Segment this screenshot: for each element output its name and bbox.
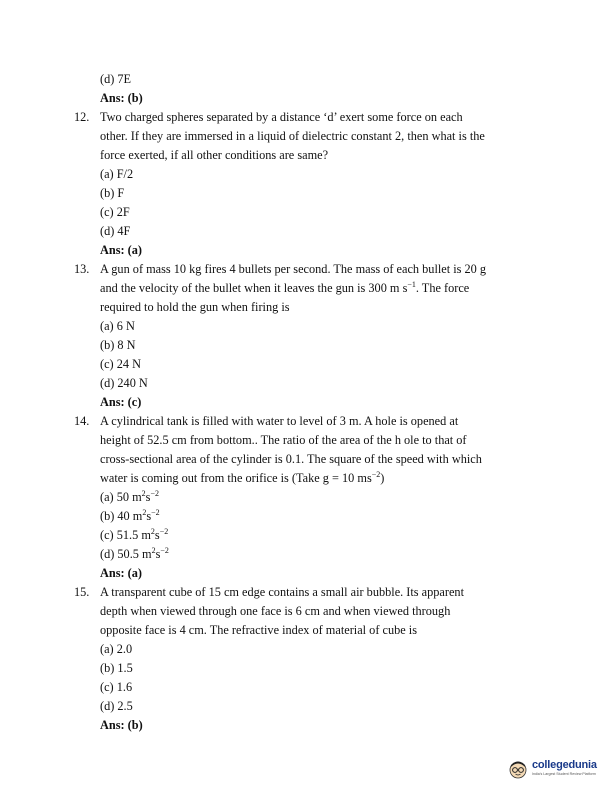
- q14-option-b-text: (b) 40 m: [100, 509, 143, 523]
- q14-option-c-mid: s: [154, 528, 160, 542]
- q12-option-d: (d) 4F: [100, 224, 131, 238]
- q15-option-d: (d) 2.5: [100, 699, 133, 713]
- q14-option-d: [100, 546, 169, 562]
- q14-option-b-sup1: 2: [142, 508, 147, 517]
- q13-line-1: A gun of mass 10 kg fires 4 bullets per second. The mass of each bullet is 20 g: [100, 262, 487, 276]
- mascot-icon: [508, 759, 528, 779]
- q14-option-b-mid: s: [146, 509, 152, 523]
- q14-line-2: height of 52.5 cm from bottom.. The ratio of the area of the h ole to that of: [100, 433, 467, 447]
- q12-line-2: other. If they are immersed in a liquid of dielectric constant 2, then what is the: [100, 129, 485, 143]
- q14-answer: Ans: (a): [100, 566, 143, 580]
- q14-option-d-sup2: −2: [160, 546, 169, 555]
- q14-option-a-sup2: −2: [150, 489, 159, 498]
- q14-option-c-text: (c) 51.5 m: [100, 528, 151, 542]
- q14-option-b-sup2: −2: [151, 508, 160, 517]
- q15-answer: Ans: (b): [100, 718, 143, 732]
- q12-answer: Ans: (a): [100, 243, 143, 257]
- q13-option-a: (a) 6 N: [100, 319, 135, 333]
- q13-option-d: (d) 240 N: [100, 376, 148, 390]
- q13-line-2: [100, 280, 469, 296]
- collegedunia-logo: [508, 758, 608, 780]
- q14-option-d-mid: s: [155, 547, 161, 561]
- q14-option-c: [100, 527, 168, 543]
- q14-line-3: cross-sectional area of the cylinder is 0.1. The square of the speed with which: [100, 452, 482, 466]
- q14-option-c-sup1: 2: [150, 527, 155, 536]
- prev-option-d: (d) 7E: [100, 72, 132, 86]
- q12-line-3: force exerted, if all other conditions are same?: [100, 148, 329, 162]
- q15-number: 15.: [74, 585, 90, 599]
- q14-option-a-text: (a) 50 m: [100, 490, 142, 504]
- q14-option-c-sup2: −2: [159, 527, 169, 536]
- q13-line-2-sup: −1: [407, 280, 416, 289]
- q13-line-2-text: and the velocity of the bullet when it leaves the gun is 300 m s: [100, 281, 408, 295]
- q14-line-1: A cylindrical tank is filled with water to level of 3 m. A hole is opened at: [100, 414, 459, 428]
- q12-line-1: Two charged spheres separated by a distance ‘d’ exert some force on each: [100, 110, 463, 124]
- prev-answer: Ans: (b): [100, 91, 143, 105]
- q12-number: 12.: [74, 110, 90, 124]
- q14-line-4-text: water is coming out from the orifice is (Take g = 10 ms: [100, 471, 372, 485]
- logo-tagline: India's Largest Student Review Platform: [532, 772, 596, 776]
- q14-option-b: [100, 508, 160, 524]
- q12-option-c: (c) 2F: [100, 205, 130, 219]
- q14-line-4-sup: −2: [371, 470, 381, 479]
- q15-option-a: (a) 2.0: [100, 642, 133, 656]
- q15-line-2: depth when viewed through one face is 6 cm and when viewed through: [100, 604, 451, 618]
- q14-line-4: [100, 470, 384, 486]
- q12-option-a: (a) F/2: [100, 167, 134, 181]
- q15-option-b: (b) 1.5: [100, 661, 133, 675]
- q14-option-d-text: (d) 50.5 m: [100, 547, 152, 561]
- q12-option-b: (b) F: [100, 186, 125, 200]
- q13-option-b: (b) 8 N: [100, 338, 136, 352]
- q15-option-c: (c) 1.6: [100, 680, 133, 694]
- q13-number: 13.: [74, 262, 90, 276]
- q14-number: 14.: [74, 414, 90, 428]
- q14-option-d-sup1: 2: [151, 546, 156, 555]
- q13-answer: Ans: (c): [100, 395, 142, 409]
- q13-line-2-tail: . The force: [415, 281, 470, 295]
- q14-line-4-tail: ): [380, 471, 385, 485]
- q14-option-a: [100, 489, 159, 505]
- q15-line-3: opposite face is 4 cm. The refractive index of material of cube is: [100, 623, 417, 637]
- logo-wordmark: collegedunia: [532, 759, 597, 771]
- q13-option-c: (c) 24 N: [100, 357, 141, 371]
- q15-line-1: A transparent cube of 15 cm edge contains a small air bubble. Its apparent: [100, 585, 465, 599]
- q13-line-3: required to hold the gun when firing is: [100, 300, 290, 314]
- q14-option-a-sup1: 2: [141, 489, 146, 498]
- q14-option-a-mid: s: [145, 490, 151, 504]
